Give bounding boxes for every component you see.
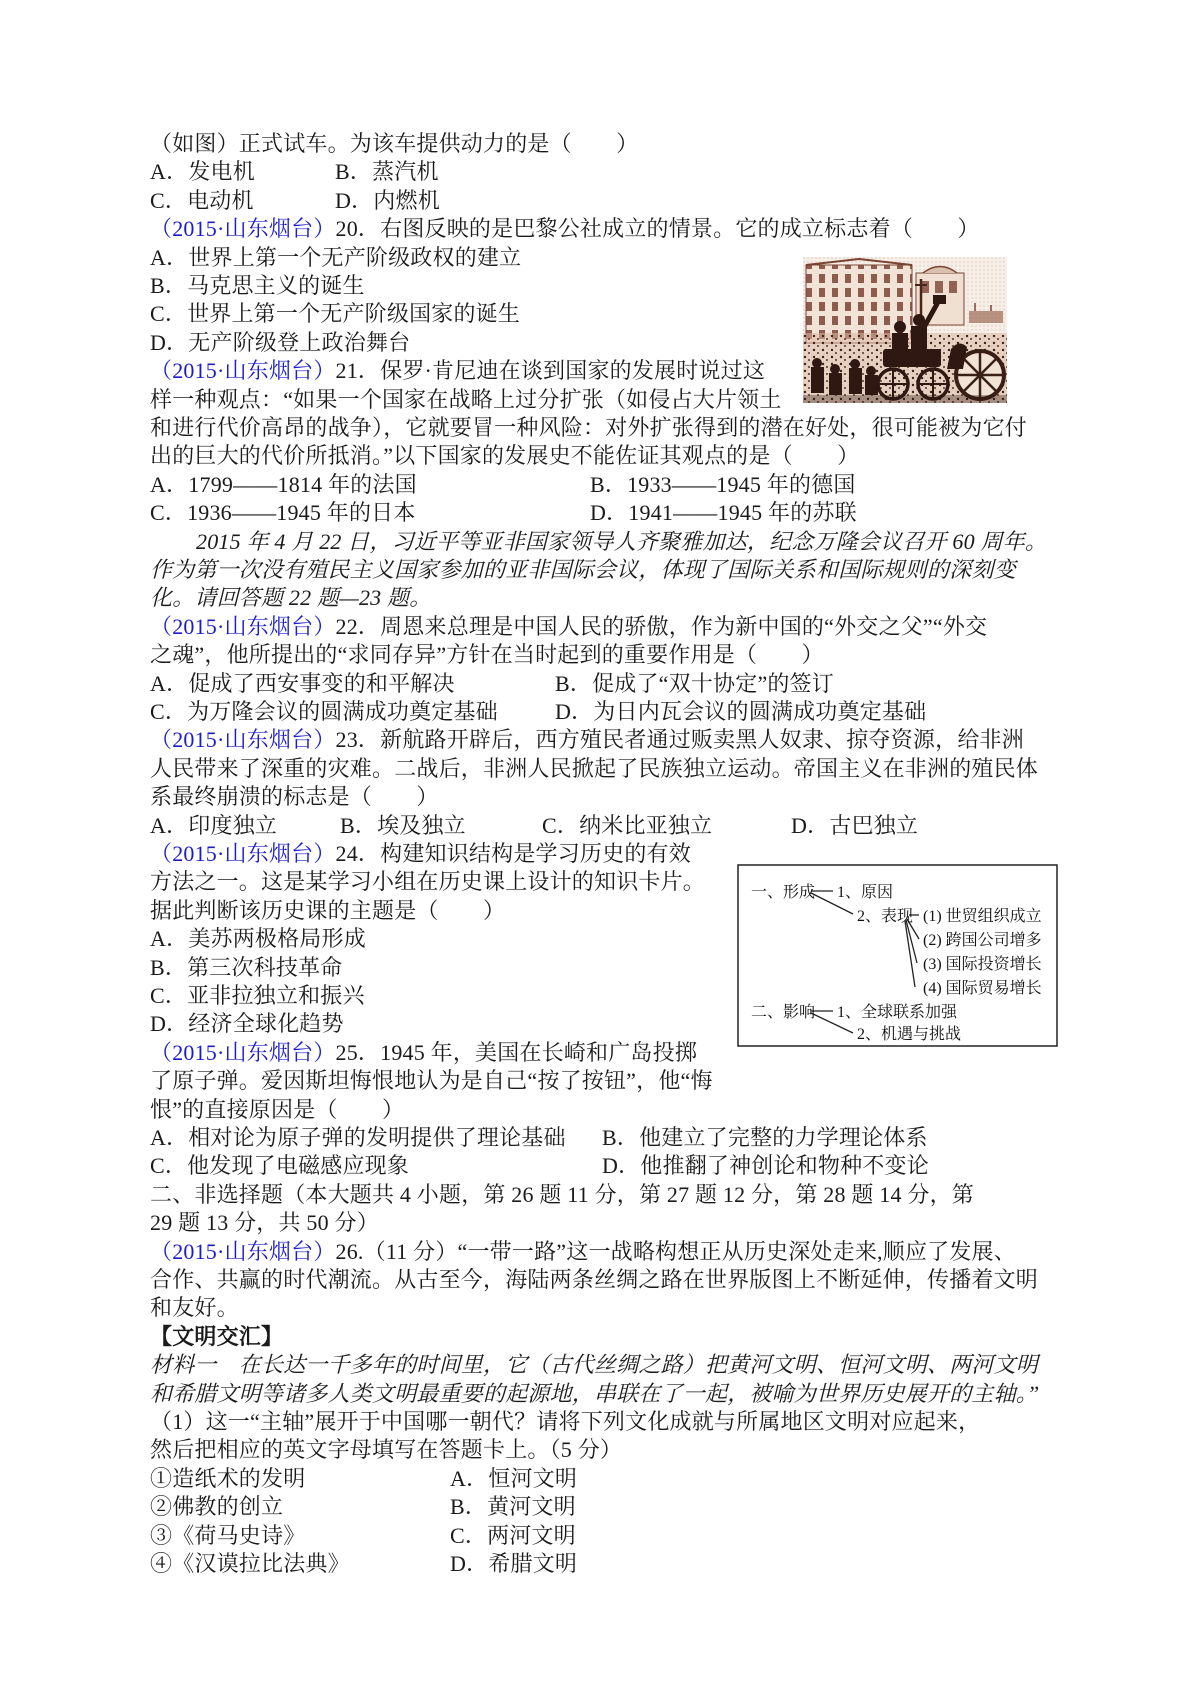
card-node-wto: (1) 世贸组织成立 bbox=[923, 908, 1042, 925]
q23-stem-3 bbox=[150, 783, 439, 811]
option-b: B．蒸汽机 bbox=[335, 159, 439, 184]
q22-stem-1 bbox=[150, 613, 987, 641]
line-text: 24．构建知识结构是学习历史的有效 bbox=[335, 841, 691, 866]
q21-stem-3 bbox=[150, 414, 1027, 442]
q23-stem-2 bbox=[150, 755, 1038, 783]
q26-stem-3 bbox=[150, 1294, 239, 1322]
q20-option-c bbox=[150, 300, 520, 328]
match-left: ②佛教的创立 bbox=[150, 1494, 284, 1519]
card-node-investment: (3) 国际投资增长 bbox=[923, 956, 1042, 973]
section-2-heading-1 bbox=[150, 1181, 974, 1209]
line-text: 样一种观点：“如果一个国家在战略上过分扩张（如侵占大片领土 bbox=[150, 387, 782, 412]
source-label: （2015·山东烟台） bbox=[150, 614, 336, 639]
q24-stem-1 bbox=[150, 840, 691, 868]
line-text: 合作、共赢的时代潮流。从古至今，海陆两条丝绸之路在世界版图上不断延伸，传播着文明 bbox=[150, 1267, 1039, 1292]
q20-option-a bbox=[150, 244, 521, 272]
q21-stem-2 bbox=[150, 386, 782, 414]
option-d: D．内燃机 bbox=[335, 188, 440, 213]
option-c: C．他发现了电磁感应现象 bbox=[150, 1153, 410, 1178]
q19-options-cd bbox=[150, 187, 440, 215]
q22-stem-2 bbox=[150, 641, 824, 669]
line-text: 25．1945 年，美国在长崎和广岛投掷 bbox=[335, 1040, 698, 1065]
q23-stem-1 bbox=[150, 726, 1024, 754]
paris-commune-engraving-icon bbox=[803, 257, 1007, 403]
line-text: 和友好。 bbox=[150, 1295, 239, 1320]
line-text: 22．周恩来总理是中国人民的骄傲，作为新中国的“外交之父”“外交 bbox=[335, 614, 988, 639]
q23-options bbox=[150, 812, 918, 840]
match-right: C．两河文明 bbox=[450, 1523, 576, 1548]
intro-paragraph-2 bbox=[150, 556, 1016, 584]
match-item-3 bbox=[150, 1522, 576, 1550]
option-b: B．促成了“双十协定”的签订 bbox=[555, 671, 835, 696]
option-a: A．美苏两极格局形成 bbox=[150, 926, 366, 951]
option-b: B．第三次科技革命 bbox=[150, 955, 343, 980]
q25-options-cd bbox=[150, 1152, 929, 1180]
line-text: （如图）正式试车。为该车提供动力的是（ ） bbox=[150, 131, 639, 156]
line-text: （1）这一“主轴”展开于中国哪一朝代？请将下列文化成就与所属地区文明对应起来， bbox=[150, 1409, 981, 1434]
paris-commune-image bbox=[803, 257, 1007, 403]
q21-stem-4 bbox=[150, 442, 859, 470]
q22-options-cd bbox=[150, 698, 926, 726]
knowledge-card-diagram bbox=[737, 864, 1058, 1047]
line-text: 23．新航路开辟后，西方殖民者通过贩卖黑人奴隶、掠夺资源，给非洲 bbox=[335, 727, 1024, 752]
option-d: D．1941——1945 年的苏联 bbox=[590, 500, 857, 525]
material-1-line-2 bbox=[150, 1380, 1039, 1408]
line-text: 人民带来了深重的灾难。二战后，非洲人民掀起了民族独立运动。帝国主义在非洲的殖民体 bbox=[150, 756, 1039, 781]
match-left: ①造纸术的发明 bbox=[150, 1466, 306, 1491]
material-1-line-1 bbox=[150, 1351, 1038, 1379]
line-text: 21．保罗·肯尼迪在谈到国家的发展时说过这 bbox=[335, 358, 766, 383]
option-a: A．1799——1814 年的法国 bbox=[150, 472, 417, 497]
card-node-impact: 二、影响 bbox=[751, 1004, 816, 1021]
q24-option-a bbox=[150, 925, 366, 953]
q20-option-d bbox=[150, 329, 410, 357]
source-label: （2015·山东烟台） bbox=[150, 216, 336, 241]
source-label: （2015·山东烟台） bbox=[150, 727, 336, 752]
option-a: A．世界上第一个无产阶级政权的建立 bbox=[150, 245, 522, 270]
knowledge-card-figure bbox=[737, 864, 1058, 1047]
line-text: 和希腊文明等诸多人类文明最重要的起源地，串联在了一起，被喻为世界历史展开的主轴。” bbox=[150, 1381, 1040, 1406]
source-label: （2015·山东烟台） bbox=[150, 358, 336, 383]
line-text: 了原子弹。爱因斯坦悔恨地认为是自己“按了按钮”，他“悔 bbox=[150, 1068, 713, 1093]
match-right: B．黄河文明 bbox=[450, 1494, 576, 1519]
q22-options-ab bbox=[150, 670, 834, 698]
line-text: 方法之一。这是某学习小组在历史课上设计的知识卡片。 bbox=[150, 869, 706, 894]
line-text: 二、非选择题（本大题共 4 小题，第 26 题 11 分，第 27 题 12 分，第 28 题 14 分，第 bbox=[150, 1182, 974, 1207]
q24-option-b bbox=[150, 954, 342, 982]
q26-sub1-line-2 bbox=[150, 1436, 622, 1464]
civilization-exchange-heading bbox=[150, 1323, 283, 1351]
line-text: 然后把相应的英文字母填写在答题卡上。（5 分） bbox=[150, 1437, 623, 1462]
q25-stem-1 bbox=[150, 1039, 697, 1067]
source-label: （2015·山东烟台） bbox=[150, 1239, 336, 1264]
line-text: 据此判断该历史课的主题是（ ） bbox=[150, 898, 506, 923]
option-c: C．世界上第一个无产阶级国家的诞生 bbox=[150, 301, 521, 326]
option-d: D．经济全球化趋势 bbox=[150, 1011, 344, 1036]
option-c: C．纳米比亚独立 bbox=[542, 813, 713, 838]
option-a: A．相对论为原子弹的发明提供了理论基础 bbox=[150, 1125, 566, 1150]
intro-paragraph-1 bbox=[196, 528, 1047, 556]
line-text: 化。请回答题 22 题—23 题。 bbox=[150, 585, 432, 610]
match-item-1 bbox=[150, 1465, 577, 1493]
q24-stem-2 bbox=[150, 868, 705, 896]
line-text: 出的巨大的代价所抵消。”以下国家的发展史不能佐证其观点的是（ ） bbox=[150, 443, 860, 468]
line-text: 恨”的直接原因是（ ） bbox=[150, 1097, 405, 1122]
q20-stem bbox=[150, 215, 980, 243]
option-c: C．亚非拉独立和振兴 bbox=[150, 983, 365, 1008]
card-node-reason: 1、原因 bbox=[837, 884, 894, 901]
q24-stem-3 bbox=[150, 897, 505, 925]
q26-sub1-line-1 bbox=[150, 1408, 980, 1436]
line-text: 作为第一次没有殖民主义国家参加的亚非国际会议，体现了国际关系和国际规则的深刻变 bbox=[150, 557, 1016, 582]
source-label: （2015·山东烟台） bbox=[150, 841, 336, 866]
match-right: A．恒河文明 bbox=[450, 1466, 578, 1491]
match-right: D．希腊文明 bbox=[450, 1551, 578, 1576]
line-text: 和进行代价高昂的战争），它就要冒一种风险：对外扩张得到的潜在好处，很可能被为它付 bbox=[150, 415, 1028, 440]
match-item-4 bbox=[150, 1550, 577, 1578]
q21-stem-1 bbox=[150, 357, 765, 385]
option-c: C．为万隆会议的圆满成功奠定基础 bbox=[150, 699, 498, 724]
q19-options-ab bbox=[150, 158, 439, 186]
q21-options-cd bbox=[150, 499, 857, 527]
card-node-global-links: 1、全球联系加强 bbox=[837, 1004, 958, 1021]
line-text: 2015 年 4 月 22 日，习近平等亚非国家领导人齐聚雅加达，纪念万隆会议召开 60 周年。 bbox=[196, 529, 1048, 554]
q24-option-c bbox=[150, 982, 365, 1010]
option-c: C．1936——1945 年的日本 bbox=[150, 500, 416, 525]
card-node-manifestation: 2、表现 bbox=[857, 908, 914, 925]
card-node-trade: (4) 国际贸易增长 bbox=[923, 980, 1042, 997]
option-a: A．印度独立 bbox=[150, 813, 278, 838]
q24-option-d bbox=[150, 1010, 344, 1038]
option-b: B．他建立了完整的力学理论体系 bbox=[602, 1125, 928, 1150]
source-label: （2015·山东烟台） bbox=[150, 1040, 336, 1065]
option-d: D．古巴独立 bbox=[791, 813, 919, 838]
q25-stem-2 bbox=[150, 1067, 713, 1095]
option-b: B．1933——1945 年的德国 bbox=[590, 472, 856, 497]
line-text: 【文明交汇】 bbox=[150, 1324, 284, 1349]
option-d: D．无产阶级登上政治舞台 bbox=[150, 330, 411, 355]
line-text: 20．右图反映的是巴黎公社成立的情景。它的成立标志着（ ） bbox=[335, 216, 980, 241]
option-b: B．马克思主义的诞生 bbox=[150, 273, 365, 298]
line-text: 之魂”，他所提出的“求同存异”方针在当时起到的重要作用是（ ） bbox=[150, 642, 824, 667]
q20-option-b bbox=[150, 272, 365, 300]
match-item-2 bbox=[150, 1493, 576, 1521]
option-a: A．发电机 bbox=[150, 159, 255, 184]
q19-stem-line bbox=[150, 130, 638, 158]
intro-paragraph-3 bbox=[150, 584, 431, 612]
option-d: D．他推翻了神创论和物种不变论 bbox=[602, 1153, 929, 1178]
card-node-multinationals: (2) 跨国公司增多 bbox=[923, 932, 1042, 949]
q25-options-ab bbox=[150, 1124, 928, 1152]
line-text: 26.（11 分）“一带一路”这一战略构想正从历史深处走来,顺应了发展、 bbox=[335, 1239, 1016, 1264]
match-left: ③《荷马史诗》 bbox=[150, 1523, 306, 1548]
card-node-formation: 一、形成 bbox=[751, 884, 816, 901]
line-text: 系最终崩溃的标志是（ ） bbox=[150, 784, 439, 809]
q26-stem-1 bbox=[150, 1238, 1016, 1266]
section-2-heading-2 bbox=[150, 1209, 379, 1237]
card-node-opportunity: 2、机遇与挑战 bbox=[857, 1026, 962, 1043]
q25-stem-3 bbox=[150, 1096, 404, 1124]
line-text: 材料一 在长达一千多年的时间里，它（古代丝绸之路）把黄河文明、恒河文明、两河文明 bbox=[150, 1352, 1039, 1377]
option-c: C．电动机 bbox=[150, 188, 254, 213]
option-a: A．促成了西安事变的和平解决 bbox=[150, 671, 455, 696]
q26-stem-2 bbox=[150, 1266, 1038, 1294]
q21-options-ab bbox=[150, 471, 856, 499]
option-d: D．为日内瓦会议的圆满成功奠定基础 bbox=[555, 699, 927, 724]
option-b: B．埃及独立 bbox=[340, 813, 466, 838]
line-text: 29 题 13 分，共 50 分） bbox=[150, 1210, 379, 1235]
match-left: ④《汉谟拉比法典》 bbox=[150, 1551, 350, 1576]
